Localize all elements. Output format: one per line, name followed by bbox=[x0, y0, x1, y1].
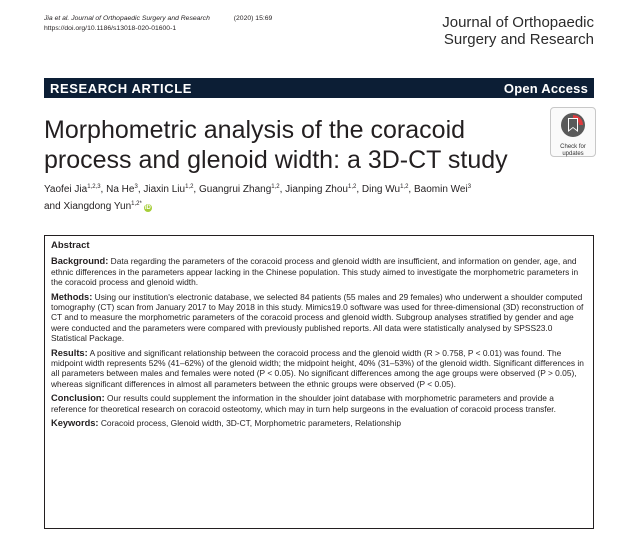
orcid-icon[interactable]: iD bbox=[144, 205, 151, 211]
author-affiliation: 1,2* bbox=[131, 201, 142, 207]
author: Baomin Wei bbox=[413, 184, 468, 195]
results-label: Results: bbox=[51, 347, 88, 358]
title-line1: Morphometric analysis of the coracoid bbox=[44, 116, 466, 144]
check-for-updates-icon bbox=[560, 112, 586, 138]
citation-journal: Journal of Orthopaedic Surgery and Research bbox=[71, 15, 210, 22]
author-affiliation: 1,2,3 bbox=[87, 184, 101, 190]
citation-block bbox=[44, 14, 272, 34]
page-header bbox=[44, 14, 594, 54]
article-type: RESEARCH ARTICLE bbox=[50, 80, 193, 96]
journal-name-line2: Surgery and Research bbox=[443, 31, 594, 48]
article-type-banner bbox=[44, 78, 594, 98]
abstract-conclusion bbox=[51, 393, 587, 414]
check-for-updates-label: Check for updates bbox=[560, 144, 586, 157]
background-label: Background: bbox=[51, 256, 109, 267]
keywords-text: Coracoid process, Glenoid width, 3D-CT, Morphometric parameters, Relationship bbox=[100, 418, 402, 429]
author-affiliation: 1,2 bbox=[348, 184, 357, 190]
abstract-background bbox=[51, 256, 587, 287]
journal-name-line1: Journal of Orthopaedic bbox=[442, 14, 594, 31]
author: Na He bbox=[106, 184, 135, 195]
author: Jiaxin Liu bbox=[143, 184, 186, 195]
title-line2: process and glenoid width: a 3D-CT study bbox=[44, 146, 508, 174]
background-text: Data regarding the parameters of the coracoid process and glenoid width are insufficient, and information on gender, age, and ethnic differences in the parameters appear lacking in the Chinese population. This study aimed to investigate the morphometric parameters in the coracoid process and glenoid width. bbox=[51, 256, 579, 288]
abstract-heading: Abstract bbox=[51, 240, 90, 251]
abstract-methods bbox=[51, 292, 587, 344]
author-list: Yaofei Jia$^{1,2,3}$, Na He$^3$, Jiaxin Liu$^{1,2}$, Guangrui Zhang$^{1,2}$, Jianping Zhou$^{1,2}$, Ding Wu$^{1,2}$, Baomin Wei$^3$ and Xiangdong Yun$^{1,2*}$iD bbox=[44, 184, 472, 212]
author-affiliation: 1,2 bbox=[271, 184, 280, 190]
methods-label: Methods: bbox=[51, 291, 93, 302]
author-affiliation: 1,2 bbox=[400, 184, 409, 190]
results-text: A positive and significant relationship between the coracoid process and the glenoid width (R > 0.758, P < 0.01) was found. The midpoint width represents 52% (41–62%) of the glenoid width; the midpoint height, 40% (31–53%) of the glenoid width. Significant differences in all parameters between males and females were noted (P < 0.05). No significant differences among the age groups were observed (P > 0.05), whereas significant differences in almost all parameters between the ethnic groups were observed (P < 0.05). bbox=[51, 347, 584, 389]
conclusion-label: Conclusion: bbox=[51, 393, 105, 404]
author: Guangrui Zhang bbox=[198, 184, 272, 195]
author-affiliation: 1,2 bbox=[185, 184, 194, 190]
abstract-box bbox=[44, 235, 594, 529]
open-access-label: Open Access bbox=[503, 80, 588, 96]
conclusion-text: Our results could supplement the information in the shoulder joint database with morphometric parameters and provide a reference for theoretical research on coracoid osteotomy, which may in turn help surgeons in the evaluation of coracoid process transfer. bbox=[51, 393, 556, 414]
article-title bbox=[44, 115, 514, 175]
abstract-keywords bbox=[51, 418, 587, 428]
keywords-label: Keywords: bbox=[51, 418, 99, 429]
citation-year-volume: (2020) 15:69 bbox=[233, 15, 273, 22]
doi-link[interactable]: https://doi.org/10.1186/s13018-020-01600-1 bbox=[44, 25, 177, 32]
check-for-updates-button[interactable] bbox=[550, 107, 596, 157]
author-affiliation: 3 bbox=[467, 184, 472, 190]
methods-text: Using our institution's electronic database, we selected 84 patients (55 males and 29 females) who underwent a shoulder computed tomography (CT) scan from January 2017 to May 2018 in this study. Mimics19.0 software was used for three-dimensional (3D) reconstruction of CT and to measure the morphometric parameters of the coracoid process and glenoid width. Subgroup analyses stratified by gender and age were conducted and the parameters were compared with previously published reports. All data were statistically analysed by SPSS23.0 Statistical Package. bbox=[51, 291, 584, 344]
citation-authors: Jia et al. bbox=[44, 15, 70, 22]
author: Yaofei Jia bbox=[44, 184, 88, 195]
abstract-results bbox=[51, 348, 587, 390]
author: Jianping Zhou bbox=[285, 184, 348, 195]
journal-name bbox=[442, 14, 594, 48]
author-affiliation: 3 bbox=[134, 184, 138, 190]
author: Ding Wu bbox=[361, 184, 401, 195]
author: Xiangdong Yun bbox=[63, 201, 132, 212]
